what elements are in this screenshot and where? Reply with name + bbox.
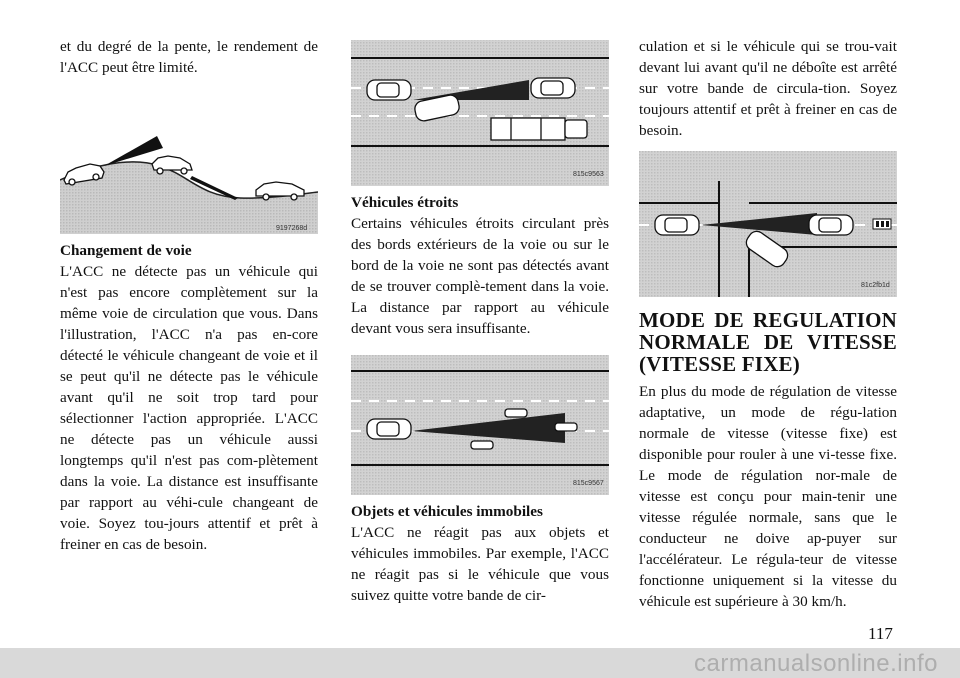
car-icon <box>367 80 411 100</box>
stationary-objects-paragraph: L'ACC ne réagit pas aux objets et véhicules immobiles. Par exemple, l'ACC ne réagit pas si le véhicule que vous suivez quitte votre bande de cir- <box>351 524 609 604</box>
lane-change-illustration <box>351 36 609 186</box>
watermark-bar <box>0 648 960 678</box>
column-middle <box>351 36 609 606</box>
figure-lane-change <box>351 36 609 186</box>
hill-slope-illustration <box>60 126 318 234</box>
column-left <box>60 36 318 555</box>
narrow-vehicles-heading: Véhicules étroits <box>351 194 459 211</box>
continued-paragraph: culation et si le véhicule qui se trou-vait devant lui avant qu'il ne déboîte est arrêté sur votre bande de circula-tion. Soyez toujours attentif et prêt à freiner en cas de besoin. <box>639 38 897 139</box>
intro-paragraph: et du degré de la pente, le rendement de l'ACC peut être limité. <box>60 38 318 76</box>
stationary-objects-heading: Objets et véhicules immobiles <box>351 503 543 520</box>
car-icon <box>367 419 411 439</box>
car-icon <box>809 215 853 235</box>
motorcycle-icon <box>471 441 493 449</box>
figure-code: 9197268d <box>276 225 308 232</box>
motorcycle-icon <box>555 423 577 431</box>
truck-icon <box>491 118 587 140</box>
column-right <box>639 36 897 612</box>
narrow-vehicles-illustration <box>351 355 609 495</box>
lane-change-heading: Changement de voie <box>60 242 192 259</box>
lane-change-paragraph: L'ACC ne détecte pas un véhicule qui n'est pas encore complètement sur la même voie de circulation que vous. Dans l'illustration, l'ACC n'a pas en-core détecté le véhicule changeant de voie et il se peut qu'il ne détecte pas le véhicule avant qu'il ne soit trop tard pour sélectionner l'action appropriée. L'ACC ne détecte pas un véhicule aussi longtemps qu'il n'est pas com-plètement dans la voie. La distance est insuffisante par rapport au véhi-cule changeant de voie. Soyez tou-jours attentif et prêt à freiner en cas de besoin. <box>60 263 318 553</box>
figure-stationary-vehicle <box>639 151 897 297</box>
page-number: 117 <box>868 624 893 643</box>
motorcycle-icon <box>505 409 527 417</box>
narrow-vehicles-paragraph: Certains véhicules étroits circulant près des bords extérieurs de la voie ou sur le bord de la voie ne sont pas détectés avant de se trouver complè-tement dans la voie. La distance par rapport au véhicule devant vous sera insuffisante. <box>351 215 609 337</box>
figure-hill-slope <box>60 126 318 234</box>
watermark-text: carmanualsonline.info <box>694 650 938 677</box>
figure-narrow-vehicles <box>351 355 609 495</box>
figure-code: 81c2fb1d <box>861 282 890 289</box>
section-paragraph: En plus du mode de régulation de vitesse adaptative, un mode de régu-lation normale de vitesse (vitesse fixe) est disponible pour rouler à une vi-tesse fixe. Le mode de régulation nor-male de vitesse est conçu pour main-tenir une vitesse régulée normale, sans que le conducteur ne doive ap-puyer sur l'accélérateur. Le régula-teur de vitesse fonctionne uniquement si la vitesse du véhicule est supérieure à 30 km/h. <box>639 383 897 610</box>
car-icon <box>655 215 699 235</box>
section-heading: MODE DE REGULATION NORMALE DE VITESSE (VITESSE FIXE) <box>639 308 897 376</box>
car-icon <box>531 78 575 98</box>
figure-code: 815c9563 <box>573 171 604 178</box>
barrier-icon <box>873 219 891 229</box>
figure-code: 815c9567 <box>573 480 604 487</box>
stationary-vehicle-illustration <box>639 151 897 297</box>
